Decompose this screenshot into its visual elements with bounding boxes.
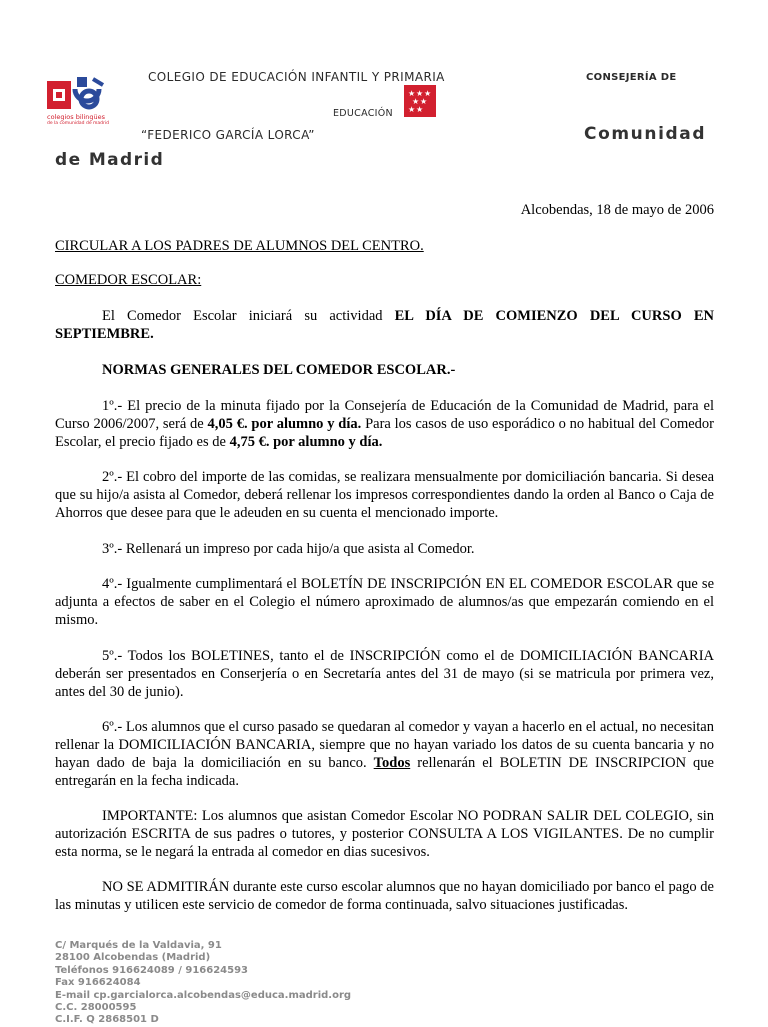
rule-6-text-a: 6º.- Los alumnos que el curso pasado se quedaran al comedor y vayan a hacerlo en el actual, no necesitan rellenar la DOMICILIACIÓN BANCARIA, siempre que no hayan variado los datos de su cuenta bancaria y no hayan dado de baja la domiciliación en su banco. bbox=[55, 719, 714, 771]
footer-street: C/ Marqués de la Valdavia, 91 bbox=[55, 940, 222, 951]
star-icon: ★ bbox=[408, 105, 416, 114]
footer-email: E-mail cp.garcialorca.alcobendas@educa.madrid.org bbox=[55, 989, 352, 1001]
rule-1-text-a: 1º.- El precio de la minuta fijado por la Consejería de Educación de la Comunidad de Madrid, para el Curso 2006/2007, será de bbox=[55, 398, 714, 432]
circular-title: CIRCULAR A LOS PADRES DE ALUMNOS DEL CENTRO. bbox=[55, 238, 424, 254]
intro-text: El Comedor Escolar iniciará su actividad bbox=[102, 308, 395, 324]
footer-cif: C.I.F. Q 2868501 D bbox=[55, 1014, 159, 1026]
star-icon: ★ bbox=[424, 89, 432, 98]
footer-phones: Teléfonos 916624089 / 916624593 bbox=[55, 964, 248, 976]
educacion-line: EDUCACIÓN bbox=[333, 108, 393, 119]
no-admit-paragraph: NO SE ADMITIRÁN durante este curso escolar alumnos que no hayan domiciliado por banco el pago de las minutas y utilicen este servicio de comedor de forma continuada, salvo situaciones justificadas. bbox=[55, 879, 714, 913]
logo-caption-2: de la comunidad de madrid bbox=[47, 121, 109, 126]
star-icon: ★ bbox=[412, 97, 420, 106]
footer-cc: C.C. 28000595 bbox=[55, 1002, 137, 1014]
rule-1-price: 4,05 €. por alumno y día. bbox=[207, 416, 362, 432]
footer-city: 28100 Alcobendas (Madrid) bbox=[55, 952, 211, 964]
de-madrid-line: de Madrid bbox=[55, 150, 165, 170]
rule-6-paragraph bbox=[55, 718, 714, 790]
rule-1-paragraph bbox=[55, 397, 714, 451]
norms-heading: NORMAS GENERALES DEL COMEDOR ESCOLAR.- bbox=[102, 362, 456, 378]
colegios-bilingues-logo bbox=[33, 71, 121, 135]
star-icon: ★ bbox=[408, 89, 416, 98]
letter-date: Alcobendas, 18 de mayo de 2006 bbox=[520, 202, 714, 218]
important-paragraph: IMPORTANTE: Los alumnos que asistan Comedor Escolar NO PODRAN SALIR DEL COLEGIO, sin autorización ESCRITA de sus padres o tutores, y posterior CONSULTA A LOS VIGILANTES. De no cumplir esta norma, se le negará la entrada al comedor en dias sucesivos. bbox=[55, 808, 714, 860]
rule-2-paragraph: 2º.- El cobro del importe de las comidas, se realizara mensualmente por domiciliación bancaria. Si desea que su hijo/a asista al Comedor, deberá rellenar los impresos correspondientes dando la orden al Banco o Caja de Ahorros que desee para que le adeuden en su cuenta el mencionado importe. bbox=[55, 469, 714, 521]
star-icon: ★ bbox=[416, 89, 424, 98]
school-name: “FEDERICO GARCÍA LORCA” bbox=[141, 128, 315, 142]
school-type-line: COLEGIO DE EDUCACIÓN INFANTIL Y PRIMARIA bbox=[148, 70, 445, 84]
rule-3-paragraph: 3º.- Rellenará un impreso por cada hijo/a que asista al Comedor. bbox=[102, 541, 475, 557]
footer-fax: Fax 916624084 bbox=[55, 977, 141, 989]
consejeria-line: CONSEJERÍA DE bbox=[586, 72, 677, 83]
logo-caption-1: colegios bilingües bbox=[47, 113, 106, 121]
rule-4-paragraph: 4º.- Igualmente cumplimentará el BOLETÍN DE INSCRIPCIÓN EN EL COMEDOR ESCOLAR que se adjunta a efectos de saber en el Colegio el número aproximado de alumnos/as que empezarán comiendo en el mismo. bbox=[55, 576, 714, 628]
rule-6-text-c: rellenarán el BOLETIN DE INSCRIPCION que entregarán en la fecha indicada. bbox=[55, 755, 714, 789]
star-icon: ★ bbox=[416, 105, 424, 114]
rule-1-text-c: Para los casos de uso esporádico o no habitual del Comedor Escolar, el precio fijado es de bbox=[55, 416, 714, 450]
intro-start-date: EL DÍA DE COMIENZO DEL CURSO EN SEPTIEMBRE. bbox=[55, 308, 714, 342]
rule-5-paragraph: 5º.- Todos los BOLETINES, tanto el de INSCRIPCIÓN como el de DOMICILIACIÓN BANCARIA deberán ser presentados en Conserjería o en Secretaría antes del 31 de mayo (si se matricula por primera vez, antes del 30 de junio). bbox=[55, 648, 714, 700]
comunidad-line: Comunidad bbox=[584, 124, 707, 144]
footer-address bbox=[55, 940, 351, 1027]
comedor-section-heading: COMEDOR ESCOLAR: bbox=[55, 272, 202, 288]
star-icon: ★ bbox=[420, 97, 428, 106]
rule-6-todos: Todos bbox=[373, 755, 411, 771]
intro-paragraph bbox=[55, 307, 714, 343]
rule-1-sporadic-price: 4,75 €. por alumno y día. bbox=[229, 434, 383, 450]
comunidad-de-madrid-flag bbox=[404, 85, 436, 117]
